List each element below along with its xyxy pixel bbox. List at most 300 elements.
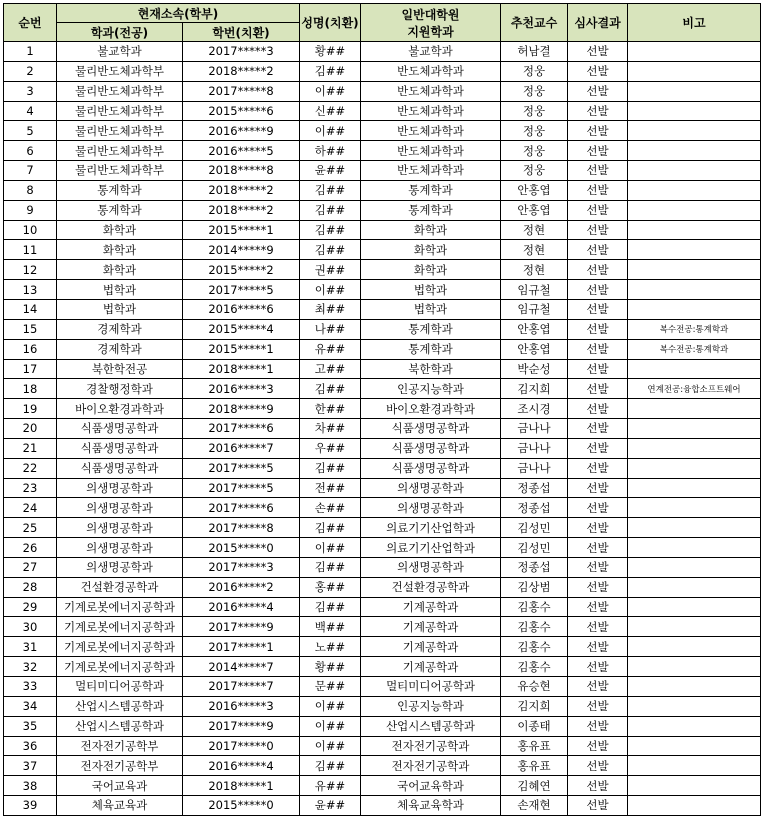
cell-student-id: 2015*****0 <box>183 538 300 558</box>
cell-note: 복수전공:통계학과 <box>628 339 761 359</box>
cell-professor: 안홍엽 <box>501 180 568 200</box>
table-row <box>4 101 761 121</box>
cell-name: 백## <box>300 617 361 637</box>
cell-professor: 김홍수 <box>501 597 568 617</box>
cell-seq: 14 <box>4 299 57 319</box>
col-header-grad-dept <box>361 4 501 42</box>
cell-seq: 36 <box>4 736 57 756</box>
cell-seq: 34 <box>4 696 57 716</box>
cell-result: 선발 <box>568 716 628 736</box>
cell-professor: 금나나 <box>501 438 568 458</box>
cell-student-id: 2017*****9 <box>183 716 300 736</box>
cell-seq: 35 <box>4 716 57 736</box>
cell-name: 고## <box>300 359 361 379</box>
cell-professor: 안홍엽 <box>501 339 568 359</box>
cell-dept: 물리반도체과학부 <box>57 81 183 101</box>
table-row <box>4 756 761 776</box>
cell-seq: 37 <box>4 756 57 776</box>
cell-dept: 통계학과 <box>57 180 183 200</box>
cell-result: 선발 <box>568 518 628 538</box>
cell-dept: 물리반도체과학부 <box>57 141 183 161</box>
cell-seq: 26 <box>4 538 57 558</box>
cell-student-id: 2015*****1 <box>183 339 300 359</box>
cell-seq: 39 <box>4 796 57 816</box>
table-row <box>4 220 761 240</box>
cell-name: 황## <box>300 42 361 62</box>
table-row <box>4 538 761 558</box>
cell-result: 선발 <box>568 478 628 498</box>
cell-name: 김## <box>300 220 361 240</box>
table-row <box>4 280 761 300</box>
cell-note <box>628 399 761 419</box>
cell-seq: 18 <box>4 379 57 399</box>
cell-grad-dept: 반도체과학과 <box>361 61 501 81</box>
cell-seq: 19 <box>4 399 57 419</box>
table-row <box>4 617 761 637</box>
cell-dept: 의생명공학과 <box>57 478 183 498</box>
cell-result: 선발 <box>568 776 628 796</box>
cell-dept: 물리반도체과학부 <box>57 161 183 181</box>
cell-result: 선발 <box>568 538 628 558</box>
table-row <box>4 677 761 697</box>
cell-seq: 1 <box>4 42 57 62</box>
cell-dept: 법학과 <box>57 280 183 300</box>
cell-student-id: 2015*****2 <box>183 260 300 280</box>
cell-result: 선발 <box>568 240 628 260</box>
cell-name: 이## <box>300 280 361 300</box>
cell-professor: 김성민 <box>501 538 568 558</box>
cell-student-id: 2015*****6 <box>183 101 300 121</box>
cell-result: 선발 <box>568 42 628 62</box>
cell-seq: 8 <box>4 180 57 200</box>
table-row <box>4 438 761 458</box>
cell-note: 연계전공:융합소프트웨어 <box>628 379 761 399</box>
cell-result: 선발 <box>568 498 628 518</box>
cell-dept: 식품생명공학과 <box>57 458 183 478</box>
cell-student-id: 2016*****3 <box>183 379 300 399</box>
cell-name: 김## <box>300 379 361 399</box>
cell-grad-dept: 법학과 <box>361 280 501 300</box>
cell-grad-dept: 국어교육학과 <box>361 776 501 796</box>
cell-name: 김## <box>300 597 361 617</box>
cell-seq: 30 <box>4 617 57 637</box>
cell-dept: 법학과 <box>57 299 183 319</box>
cell-dept: 체육교육과 <box>57 796 183 816</box>
cell-grad-dept: 산업시스템공학과 <box>361 716 501 736</box>
cell-student-id: 2017*****5 <box>183 458 300 478</box>
cell-professor: 정웅 <box>501 161 568 181</box>
cell-result: 선발 <box>568 657 628 677</box>
cell-grad-dept: 의료기기산업학과 <box>361 518 501 538</box>
cell-grad-dept: 통계학과 <box>361 200 501 220</box>
cell-professor: 금나나 <box>501 458 568 478</box>
cell-name: 문## <box>300 677 361 697</box>
cell-name: 이## <box>300 696 361 716</box>
cell-grad-dept: 반도체과학과 <box>361 141 501 161</box>
cell-note <box>628 538 761 558</box>
cell-note <box>628 299 761 319</box>
cell-seq: 7 <box>4 161 57 181</box>
cell-result: 선발 <box>568 61 628 81</box>
cell-result: 선발 <box>568 379 628 399</box>
cell-student-id: 2018*****1 <box>183 776 300 796</box>
cell-result: 선발 <box>568 696 628 716</box>
cell-result: 선발 <box>568 121 628 141</box>
selection-results-table <box>3 3 761 816</box>
cell-result: 선발 <box>568 756 628 776</box>
table-row <box>4 716 761 736</box>
cell-dept: 경제학과 <box>57 319 183 339</box>
cell-note <box>628 478 761 498</box>
cell-dept: 물리반도체과학부 <box>57 121 183 141</box>
cell-name: 윤## <box>300 796 361 816</box>
cell-name: 이## <box>300 716 361 736</box>
cell-student-id: 2015*****1 <box>183 220 300 240</box>
cell-name: 하## <box>300 141 361 161</box>
table-row <box>4 577 761 597</box>
cell-result: 선발 <box>568 637 628 657</box>
cell-dept: 전자전기공학부 <box>57 736 183 756</box>
cell-professor: 이종태 <box>501 716 568 736</box>
cell-name: 한## <box>300 399 361 419</box>
cell-professor: 박순성 <box>501 359 568 379</box>
cell-result: 선발 <box>568 736 628 756</box>
cell-student-id: 2016*****4 <box>183 597 300 617</box>
cell-name: 이## <box>300 121 361 141</box>
cell-note <box>628 736 761 756</box>
cell-grad-dept: 의생명공학과 <box>361 557 501 577</box>
cell-name: 김## <box>300 518 361 538</box>
cell-grad-dept: 통계학과 <box>361 339 501 359</box>
table-body <box>4 42 761 816</box>
cell-result: 선발 <box>568 81 628 101</box>
table-row <box>4 339 761 359</box>
cell-seq: 5 <box>4 121 57 141</box>
table-row <box>4 597 761 617</box>
cell-result: 선발 <box>568 677 628 697</box>
cell-seq: 23 <box>4 478 57 498</box>
cell-student-id: 2017*****5 <box>183 478 300 498</box>
cell-seq: 25 <box>4 518 57 538</box>
cell-dept: 산업시스템공학과 <box>57 716 183 736</box>
cell-name: 김## <box>300 458 361 478</box>
cell-name: 유## <box>300 776 361 796</box>
col-header-dept: 학과(전공) <box>57 23 183 42</box>
cell-name: 황## <box>300 657 361 677</box>
cell-seq: 12 <box>4 260 57 280</box>
cell-result: 선발 <box>568 180 628 200</box>
cell-note <box>628 359 761 379</box>
cell-note <box>628 458 761 478</box>
cell-note <box>628 716 761 736</box>
cell-student-id: 2018*****2 <box>183 180 300 200</box>
cell-note <box>628 81 761 101</box>
cell-name: 우## <box>300 438 361 458</box>
cell-dept: 경제학과 <box>57 339 183 359</box>
cell-result: 선발 <box>568 299 628 319</box>
table-row <box>4 319 761 339</box>
cell-note <box>628 141 761 161</box>
cell-student-id: 2017*****3 <box>183 557 300 577</box>
cell-professor: 김지희 <box>501 379 568 399</box>
cell-dept: 바이오환경과학과 <box>57 399 183 419</box>
cell-name: 전## <box>300 478 361 498</box>
cell-result: 선발 <box>568 419 628 439</box>
cell-grad-dept: 반도체과학과 <box>361 101 501 121</box>
cell-note <box>628 240 761 260</box>
cell-name: 권## <box>300 260 361 280</box>
cell-result: 선발 <box>568 339 628 359</box>
cell-student-id: 2018*****2 <box>183 200 300 220</box>
cell-note <box>628 776 761 796</box>
cell-professor: 허남결 <box>501 42 568 62</box>
cell-seq: 6 <box>4 141 57 161</box>
col-header-student-id: 학번(치환) <box>183 23 300 42</box>
cell-result: 선발 <box>568 101 628 121</box>
cell-seq: 16 <box>4 339 57 359</box>
cell-professor: 정현 <box>501 240 568 260</box>
cell-student-id: 2016*****3 <box>183 696 300 716</box>
cell-name: 최## <box>300 299 361 319</box>
cell-professor: 정종섭 <box>501 557 568 577</box>
cell-seq: 24 <box>4 498 57 518</box>
cell-student-id: 2017*****9 <box>183 617 300 637</box>
cell-note <box>628 280 761 300</box>
cell-grad-dept: 의생명공학과 <box>361 498 501 518</box>
cell-dept: 의생명공학과 <box>57 518 183 538</box>
cell-dept: 식품생명공학과 <box>57 438 183 458</box>
cell-note <box>628 577 761 597</box>
cell-seq: 31 <box>4 637 57 657</box>
cell-result: 선발 <box>568 141 628 161</box>
cell-grad-dept: 전자전기공학과 <box>361 736 501 756</box>
table-row <box>4 42 761 62</box>
table-row <box>4 498 761 518</box>
cell-grad-dept: 화학과 <box>361 260 501 280</box>
table-row <box>4 696 761 716</box>
cell-grad-dept: 의생명공학과 <box>361 478 501 498</box>
col-header-professor: 추천교수 <box>501 4 568 42</box>
cell-note <box>628 121 761 141</box>
table-row <box>4 161 761 181</box>
cell-name: 이## <box>300 736 361 756</box>
cell-grad-dept: 식품생명공학과 <box>361 419 501 439</box>
cell-dept: 물리반도체과학부 <box>57 61 183 81</box>
cell-name: 유## <box>300 339 361 359</box>
table-row <box>4 61 761 81</box>
cell-professor: 김홍수 <box>501 617 568 637</box>
cell-grad-dept: 멀티미디어공학과 <box>361 677 501 697</box>
cell-note <box>628 597 761 617</box>
cell-result: 선발 <box>568 577 628 597</box>
cell-student-id: 2018*****8 <box>183 161 300 181</box>
cell-seq: 28 <box>4 577 57 597</box>
cell-note <box>628 617 761 637</box>
cell-student-id: 2018*****1 <box>183 359 300 379</box>
table-row <box>4 796 761 816</box>
cell-result: 선발 <box>568 796 628 816</box>
table-row <box>4 518 761 538</box>
cell-grad-dept: 화학과 <box>361 220 501 240</box>
cell-professor: 임규철 <box>501 280 568 300</box>
cell-dept: 의생명공학과 <box>57 557 183 577</box>
cell-professor: 조시경 <box>501 399 568 419</box>
cell-student-id: 2017*****0 <box>183 736 300 756</box>
cell-note <box>628 180 761 200</box>
cell-professor: 안홍엽 <box>501 200 568 220</box>
cell-seq: 21 <box>4 438 57 458</box>
cell-professor: 정웅 <box>501 141 568 161</box>
cell-note <box>628 260 761 280</box>
cell-result: 선발 <box>568 438 628 458</box>
cell-grad-dept: 북한학과 <box>361 359 501 379</box>
cell-dept: 전자전기공학부 <box>57 756 183 776</box>
col-header-remarks: 비고 <box>628 4 761 42</box>
cell-professor: 정웅 <box>501 81 568 101</box>
cell-dept: 화학과 <box>57 260 183 280</box>
cell-dept: 기계로봇에너지공학과 <box>57 637 183 657</box>
cell-note <box>628 637 761 657</box>
cell-professor: 정웅 <box>501 61 568 81</box>
cell-result: 선발 <box>568 359 628 379</box>
cell-student-id: 2016*****7 <box>183 438 300 458</box>
cell-grad-dept: 전자전기공학과 <box>361 756 501 776</box>
cell-grad-dept: 불교학과 <box>361 42 501 62</box>
cell-student-id: 2017*****8 <box>183 518 300 538</box>
cell-note <box>628 438 761 458</box>
col-header-name: 성명(치환) <box>300 4 361 42</box>
table-row <box>4 478 761 498</box>
cell-professor: 김지희 <box>501 696 568 716</box>
cell-student-id: 2017*****8 <box>183 81 300 101</box>
cell-student-id: 2017*****5 <box>183 280 300 300</box>
table-row <box>4 299 761 319</box>
cell-dept: 물리반도체과학부 <box>57 101 183 121</box>
cell-name: 이## <box>300 538 361 558</box>
table-row <box>4 776 761 796</box>
cell-dept: 의생명공학과 <box>57 498 183 518</box>
cell-name: 이## <box>300 81 361 101</box>
cell-grad-dept: 인공지능학과 <box>361 379 501 399</box>
cell-dept: 경찰행정학과 <box>57 379 183 399</box>
cell-student-id: 2016*****2 <box>183 577 300 597</box>
cell-grad-dept: 반도체과학과 <box>361 81 501 101</box>
cell-professor: 김홍수 <box>501 657 568 677</box>
cell-seq: 33 <box>4 677 57 697</box>
cell-result: 선발 <box>568 260 628 280</box>
cell-dept: 멀티미디어공학과 <box>57 677 183 697</box>
cell-student-id: 2014*****7 <box>183 657 300 677</box>
grad-dept-line2: 지원학과 <box>407 24 454 39</box>
table-row <box>4 557 761 577</box>
cell-result: 선발 <box>568 557 628 577</box>
cell-result: 선발 <box>568 280 628 300</box>
cell-note <box>628 101 761 121</box>
cell-note <box>628 518 761 538</box>
cell-result: 선발 <box>568 319 628 339</box>
cell-grad-dept: 반도체과학과 <box>361 121 501 141</box>
cell-professor: 손재현 <box>501 796 568 816</box>
cell-student-id: 2016*****4 <box>183 756 300 776</box>
cell-result: 선발 <box>568 597 628 617</box>
cell-professor: 정현 <box>501 220 568 240</box>
cell-professor: 정종섭 <box>501 478 568 498</box>
cell-grad-dept: 식품생명공학과 <box>361 458 501 478</box>
table-row <box>4 736 761 756</box>
cell-grad-dept: 바이오환경과학과 <box>361 399 501 419</box>
cell-student-id: 2017*****6 <box>183 498 300 518</box>
cell-note <box>628 756 761 776</box>
cell-note <box>628 200 761 220</box>
cell-name: 김## <box>300 180 361 200</box>
cell-professor: 유승현 <box>501 677 568 697</box>
cell-student-id: 2018*****2 <box>183 61 300 81</box>
cell-professor: 김홍수 <box>501 637 568 657</box>
cell-grad-dept: 통계학과 <box>361 180 501 200</box>
cell-note <box>628 161 761 181</box>
col-header-seq: 순번 <box>4 4 57 42</box>
table-row <box>4 379 761 399</box>
col-header-result: 심사결과 <box>568 4 628 42</box>
cell-grad-dept: 반도체과학과 <box>361 161 501 181</box>
cell-result: 선발 <box>568 399 628 419</box>
cell-professor: 안홍엽 <box>501 319 568 339</box>
table-row <box>4 419 761 439</box>
cell-dept: 통계학과 <box>57 200 183 220</box>
cell-name: 김## <box>300 200 361 220</box>
cell-result: 선발 <box>568 200 628 220</box>
cell-professor: 정현 <box>501 260 568 280</box>
cell-professor: 김혜연 <box>501 776 568 796</box>
cell-grad-dept: 기계공학과 <box>361 637 501 657</box>
cell-name: 김## <box>300 756 361 776</box>
cell-student-id: 2014*****9 <box>183 240 300 260</box>
cell-grad-dept: 건설환경공학과 <box>361 577 501 597</box>
cell-student-id: 2015*****4 <box>183 319 300 339</box>
col-header-current-affiliation: 현재소속(학부) <box>57 4 300 23</box>
cell-grad-dept: 화학과 <box>361 240 501 260</box>
cell-seq: 4 <box>4 101 57 121</box>
cell-name: 홍## <box>300 577 361 597</box>
table-row <box>4 359 761 379</box>
cell-name: 김## <box>300 557 361 577</box>
cell-dept: 건설환경공학과 <box>57 577 183 597</box>
cell-name: 손## <box>300 498 361 518</box>
cell-name: 노## <box>300 637 361 657</box>
cell-student-id: 2018*****9 <box>183 399 300 419</box>
cell-dept: 식품생명공학과 <box>57 419 183 439</box>
cell-name: 윤## <box>300 161 361 181</box>
cell-dept: 기계로봇에너지공학과 <box>57 657 183 677</box>
cell-note <box>628 796 761 816</box>
cell-student-id: 2017*****6 <box>183 419 300 439</box>
cell-professor: 금나나 <box>501 419 568 439</box>
cell-name: 나## <box>300 319 361 339</box>
cell-note <box>628 657 761 677</box>
cell-name: 신## <box>300 101 361 121</box>
cell-grad-dept: 기계공학과 <box>361 617 501 637</box>
cell-professor: 임규철 <box>501 299 568 319</box>
cell-professor: 홍유표 <box>501 736 568 756</box>
table-row <box>4 260 761 280</box>
cell-dept: 북한학전공 <box>57 359 183 379</box>
cell-note <box>628 42 761 62</box>
cell-dept: 기계로봇에너지공학과 <box>57 597 183 617</box>
cell-professor: 정웅 <box>501 101 568 121</box>
cell-result: 선발 <box>568 220 628 240</box>
cell-name: 김## <box>300 61 361 81</box>
cell-professor: 김상범 <box>501 577 568 597</box>
